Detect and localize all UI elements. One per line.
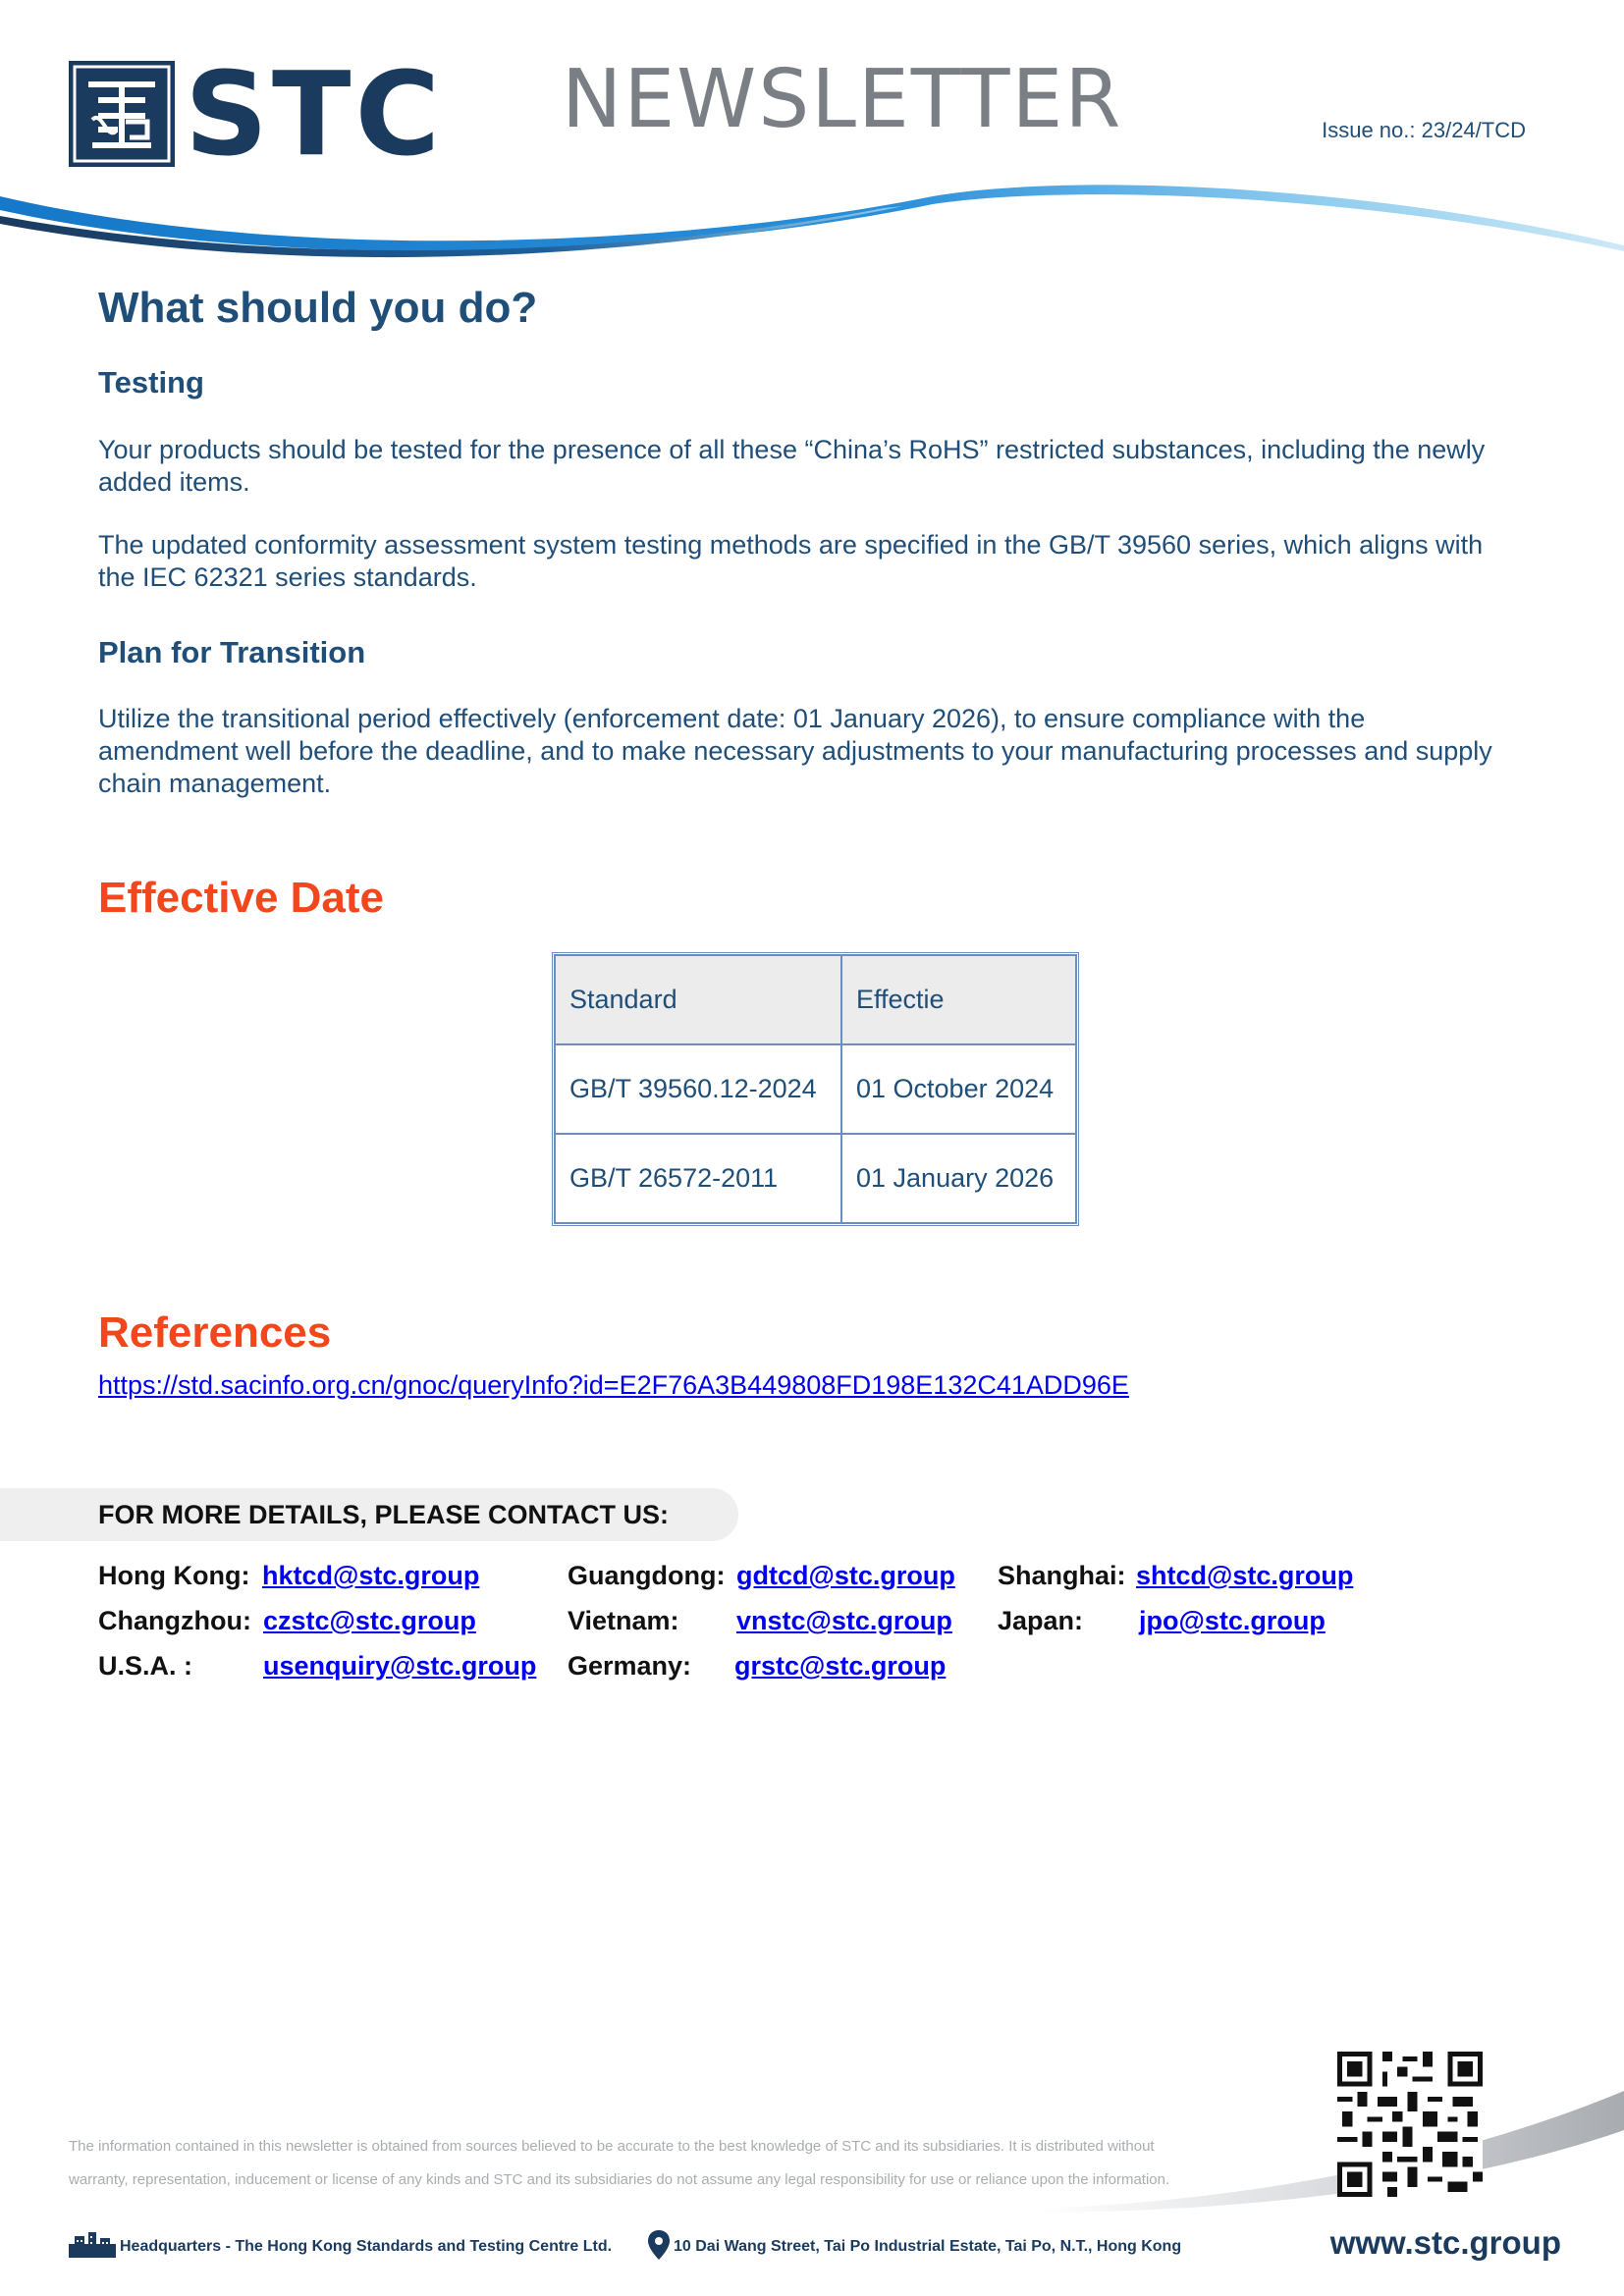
testing-paragraph-1 bbox=[98, 434, 1532, 499]
testing-paragraph-1-line-2: added items. bbox=[98, 467, 250, 497]
effective-date-title: Effective Date bbox=[98, 874, 385, 922]
reference-link-wrap bbox=[98, 1370, 1129, 1401]
website-link[interactable]: www.stc.group bbox=[1329, 2224, 1561, 2261]
contact-label-hong-kong: Hong Kong: bbox=[98, 1561, 250, 1590]
headquarters-text: Headquarters - The Hong Kong Standards and Testing Centre Ltd. bbox=[120, 2238, 613, 2255]
contact-bar bbox=[0, 1488, 738, 1541]
transition-heading: Plan for Transition bbox=[98, 635, 366, 669]
address-text: 10 Dai Wang Street, Tai Po Industrial Estate, Tai Po, N.T., Hong Kong bbox=[674, 2238, 1182, 2255]
transition-paragraph-line-1: Utilize the transitional period effectively (enforcement date: 01 January 2026), to ensure compliance with the bbox=[98, 704, 1366, 733]
disclaimer-line-1: The information contained in this newsletter is obtained from sources believed to be accurate to the best knowledge of STC and its subsidiaries. It is distributed without bbox=[69, 2138, 1155, 2155]
stc-logo-text: STC bbox=[185, 46, 445, 182]
stc-logo bbox=[69, 46, 461, 182]
table-cell-standard: GB/T 39560.12-2024 bbox=[555, 1044, 841, 1134]
contact-label-germany: Germany: bbox=[568, 1651, 692, 1681]
contact-bar-label: FOR MORE DETAILS, PLEASE CONTACT US: bbox=[98, 1500, 670, 1529]
qr-code-icon bbox=[1337, 2052, 1483, 2197]
contact-email-germany[interactable]: grstc@stc.group bbox=[734, 1651, 947, 1681]
disclaimer bbox=[69, 2130, 1306, 2197]
contact-label-vietnam: Vietnam: bbox=[568, 1606, 679, 1635]
contact-label-japan: Japan: bbox=[998, 1606, 1084, 1635]
testing-heading: Testing bbox=[98, 365, 204, 400]
effective-date-table-wrap bbox=[552, 952, 1079, 1226]
contact-label-changzhou: Changzhou: bbox=[98, 1606, 251, 1635]
contact-email-changzhou[interactable]: czstc@stc.group bbox=[263, 1606, 476, 1635]
testing-paragraph-2 bbox=[98, 529, 1532, 594]
testing-paragraph-1-line-1: Your products should be tested for the presence of all these “China’s RoHS” restricted substances, including the newly bbox=[98, 435, 1486, 464]
testing-paragraph-2-line-2: the IEC 62321 series standards. bbox=[98, 562, 477, 592]
contact-email-shanghai[interactable]: shtcd@stc.group bbox=[1136, 1561, 1354, 1590]
location-pin-icon bbox=[648, 2230, 670, 2260]
contact-label-usa: U.S.A. : bbox=[98, 1651, 193, 1681]
contact-email-vietnam[interactable]: vnstc@stc.group bbox=[736, 1606, 952, 1635]
table-header-row bbox=[555, 955, 1076, 1044]
transition-paragraph-line-3: chain management. bbox=[98, 769, 332, 798]
contact-email-hong-kong[interactable]: hktcd@stc.group bbox=[262, 1561, 480, 1590]
transition-paragraph bbox=[98, 703, 1532, 800]
issue-number: Issue no.: 23/24/TCD bbox=[1322, 118, 1526, 142]
table-header-standard: Standard bbox=[555, 955, 841, 1044]
references-title: References bbox=[98, 1308, 332, 1357]
table-cell-date: 01 October 2024 bbox=[841, 1044, 1076, 1134]
reference-link[interactable]: https://std.sacinfo.org.cn/gnoc/queryInfo?id=E2F76A3B449808FD198E132C41ADD96E bbox=[98, 1370, 1129, 1400]
disclaimer-line-2: warranty, representation, inducement or license of any kinds and STC and its subsidiaries do not assume any legal responsibility for use or reliance upon the information. bbox=[69, 2171, 1170, 2188]
transition-paragraph-line-2: amendment well before the deadline, and to make necessary adjustments to your manufacturing processes and supply bbox=[98, 736, 1492, 766]
contact-email-japan[interactable]: jpo@stc.group bbox=[1139, 1606, 1326, 1635]
what-to-do-title: What should you do? bbox=[98, 284, 538, 332]
footer-line bbox=[69, 2224, 1561, 2268]
newsletter-header bbox=[0, 0, 1624, 265]
newsletter-title: NEWSLETTER bbox=[562, 53, 1123, 146]
contact-email-guangdong[interactable]: gdtcd@stc.group bbox=[736, 1561, 955, 1590]
building-icon bbox=[69, 2230, 116, 2258]
stc-logo-mark-icon bbox=[69, 61, 175, 167]
table-cell-standard: GB/T 26572-2011 bbox=[555, 1134, 841, 1223]
table-cell-date: 01 January 2026 bbox=[841, 1134, 1076, 1223]
table-header-effective: Effectie bbox=[841, 955, 1076, 1044]
contact-email-usa[interactable]: usenquiry@stc.group bbox=[263, 1651, 537, 1681]
contact-label-shanghai: Shanghai: bbox=[998, 1561, 1126, 1590]
contact-label-guangdong: Guangdong: bbox=[568, 1561, 726, 1590]
testing-paragraph-2-line-1: The updated conformity assessment system testing methods are specified in the GB/T 39560 series, which aligns with bbox=[98, 530, 1484, 560]
table-row bbox=[555, 1044, 1076, 1134]
table-row bbox=[555, 1134, 1076, 1223]
wave-decoration-icon bbox=[0, 177, 1624, 265]
effective-date-table bbox=[552, 952, 1079, 1226]
